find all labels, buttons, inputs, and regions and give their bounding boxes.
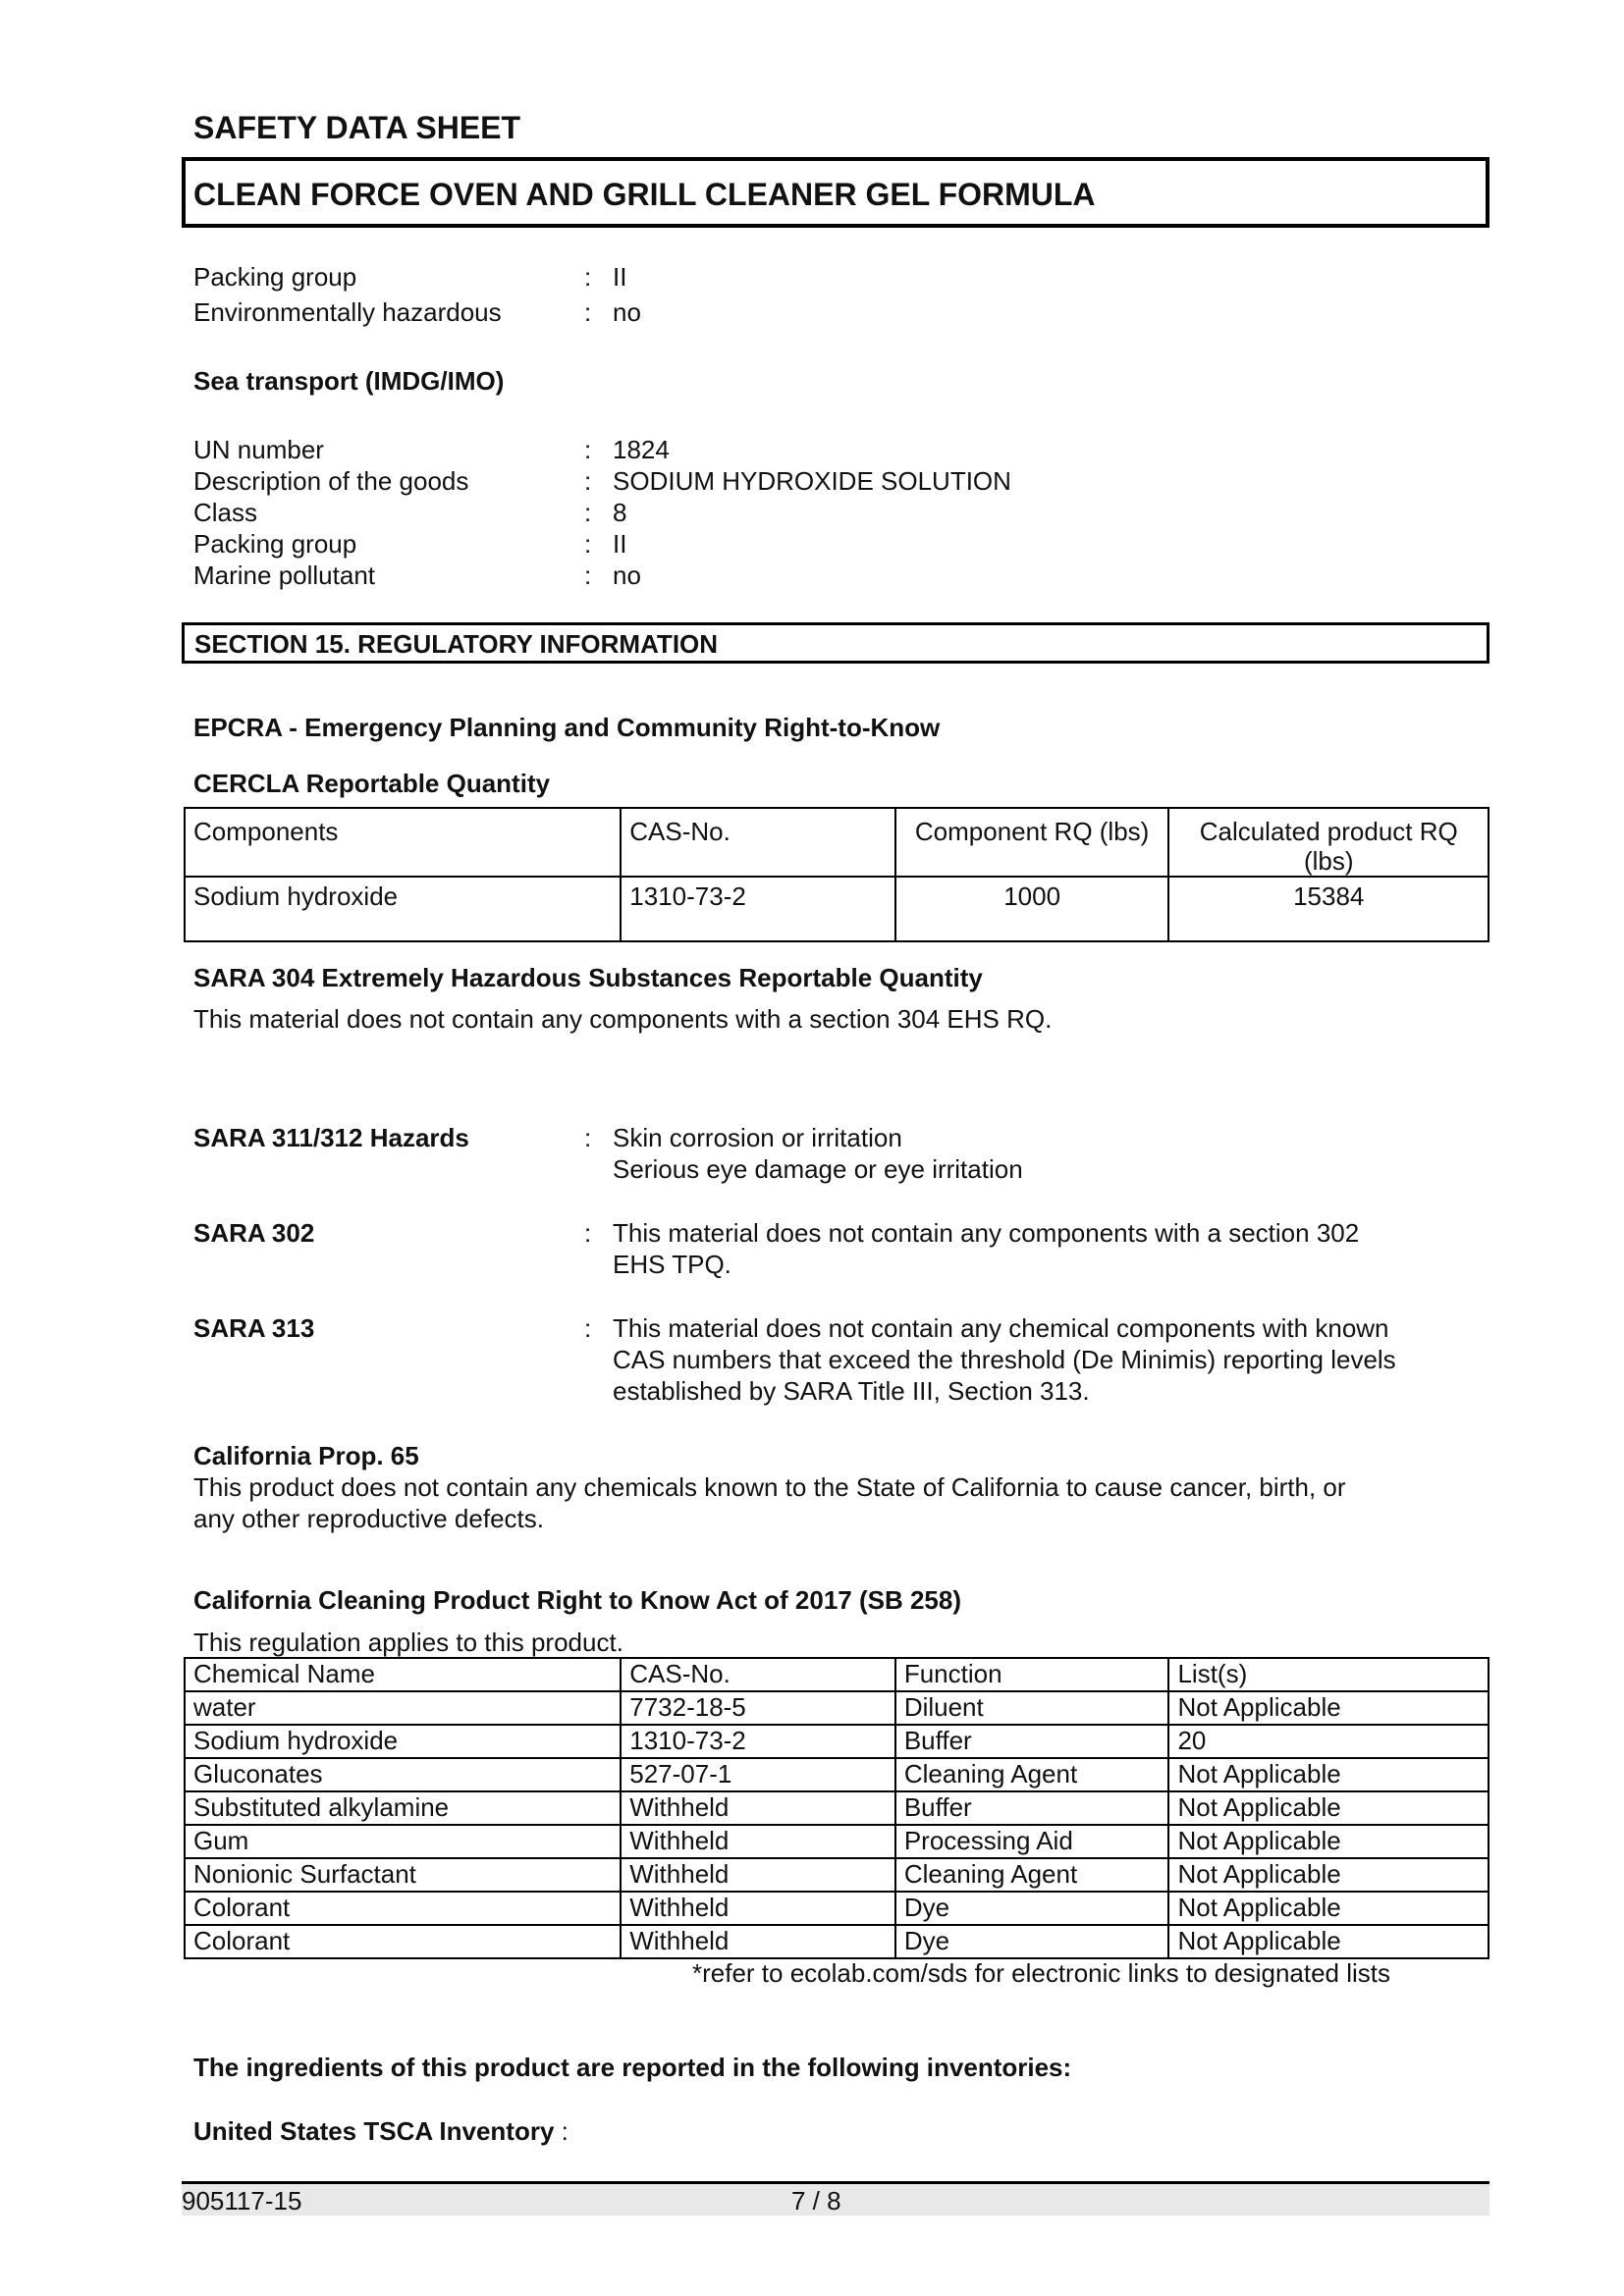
sara313-line: This material does not contain any chemical components with known: [613, 1313, 1389, 1343]
prop65-line: any other reproductive defects.: [193, 1504, 544, 1533]
table-cell: water: [185, 1691, 621, 1725]
table-row: [185, 1825, 1489, 1858]
tsca-row: [193, 2115, 568, 2147]
kv-colon: :: [584, 561, 592, 590]
kv-value: II: [613, 262, 627, 292]
table-row: [185, 1758, 1489, 1791]
kv-label: Description of the goods: [193, 466, 469, 496]
table-cell: 1310-73-2: [621, 877, 895, 941]
table-cell: Substituted alkylamine: [185, 1791, 621, 1825]
footer-page: 7 / 8: [791, 2186, 841, 2216]
kv-label: Packing group: [193, 262, 357, 292]
kv-value: II: [613, 529, 627, 559]
table-row: [185, 1691, 1489, 1725]
epcra-heading: EPCRA - Emergency Planning and Community Right-to-Know: [193, 713, 941, 742]
table-header-cell: Calculated product RQ (lbs): [1168, 808, 1489, 877]
table-cell: Withheld: [621, 1925, 895, 1958]
table-row: [185, 1791, 1489, 1825]
table-cell: Diluent: [895, 1691, 1169, 1725]
sara313-line: established by SARA Title III, Section 313.: [613, 1376, 1090, 1406]
table-row: [185, 1725, 1489, 1758]
table-cell: Gum: [185, 1825, 621, 1858]
table-cell: 20: [1168, 1725, 1489, 1758]
table-row: [185, 877, 1489, 941]
table-cell: Sodium hydroxide: [185, 1725, 621, 1758]
sb258-intro: This regulation applies to this product.: [193, 1628, 623, 1657]
table-cell: Not Applicable: [1168, 1758, 1489, 1791]
table-cell: Processing Aid: [895, 1825, 1169, 1858]
kv-colon: :: [584, 262, 592, 292]
table-cell: 1310-73-2: [621, 1725, 895, 1758]
table-header-cell: Function: [895, 1658, 1169, 1691]
kv-label: Class: [193, 498, 258, 527]
table-row: [185, 1892, 1489, 1925]
sb258-note: *refer to ecolab.com/sds for electronic links to designated lists: [692, 1958, 1391, 1988]
table-cell: Not Applicable: [1168, 1892, 1489, 1925]
kv-value: 8: [613, 498, 627, 527]
table-cell: Sodium hydroxide: [185, 877, 621, 941]
table-cell: Withheld: [621, 1858, 895, 1892]
kv-colon: :: [584, 1123, 592, 1152]
sara311-line: Serious eye damage or eye irritation: [613, 1154, 1023, 1184]
table-cell: Dye: [895, 1925, 1169, 1958]
table-header-cell: List(s): [1168, 1658, 1489, 1691]
sara313-line: CAS numbers that exceed the threshold (De Minimis) reporting levels: [613, 1345, 1396, 1374]
kv-label: Packing group: [193, 529, 357, 559]
kv-colon: :: [584, 1313, 592, 1343]
sb258-heading: California Cleaning Product Right to Know Act of 2017 (SB 258): [193, 1585, 962, 1615]
table-cell: Colorant: [185, 1925, 621, 1958]
sara313-label: SARA 313: [193, 1313, 315, 1343]
table-cell: Cleaning Agent: [895, 1858, 1169, 1892]
kv-value: no: [613, 561, 641, 590]
product-name-box: [182, 157, 1489, 228]
table-header-cell: CAS-No.: [621, 808, 895, 877]
table-cell: 1000: [895, 877, 1169, 941]
sara311-label: SARA 311/312 Hazards: [193, 1123, 469, 1152]
kv-label: Environmentally hazardous: [193, 297, 502, 327]
kv-value: no: [613, 297, 641, 327]
sb258-table: [184, 1657, 1489, 1959]
sea-transport-heading: Sea transport (IMDG/IMO): [193, 366, 505, 396]
kv-colon: :: [584, 498, 592, 527]
table-row: [185, 1858, 1489, 1892]
sara304-heading: SARA 304 Extremely Hazardous Substances Reportable Quantity: [193, 963, 983, 992]
kv-colon: :: [584, 1218, 592, 1248]
kv-label: UN number: [193, 435, 324, 464]
table-cell: 7732-18-5: [621, 1691, 895, 1725]
table-header-cell: Chemical Name: [185, 1658, 621, 1691]
table-cell: Not Applicable: [1168, 1925, 1489, 1958]
kv-value: SODIUM HYDROXIDE SOLUTION: [613, 466, 1011, 496]
sara302-line: EHS TPQ.: [613, 1250, 731, 1279]
table-cell: Colorant: [185, 1892, 621, 1925]
table-cell: 527-07-1: [621, 1758, 895, 1791]
product-name: CLEAN FORCE OVEN AND GRILL CLEANER GEL FORMULA: [193, 177, 1096, 212]
table-cell: Nonionic Surfactant: [185, 1858, 621, 1892]
table-cell: Cleaning Agent: [895, 1758, 1169, 1791]
table-cell: 15384: [1168, 877, 1489, 941]
table-row: [185, 1925, 1489, 1958]
table-cell: Not Applicable: [1168, 1825, 1489, 1858]
table-header-row: [185, 1658, 1489, 1691]
inventories-heading: The ingredients of this product are reported in the following inventories:: [193, 2053, 1072, 2082]
table-cell: Dye: [895, 1892, 1169, 1925]
table-cell: Withheld: [621, 1892, 895, 1925]
kv-label: Marine pollutant: [193, 561, 375, 590]
tsca-value: :: [561, 2116, 568, 2146]
prop65-heading: California Prop. 65: [193, 1441, 419, 1470]
table-cell: Buffer: [895, 1791, 1169, 1825]
sara302-line: This material does not contain any components with a section 302: [613, 1218, 1360, 1248]
kv-colon: :: [584, 466, 592, 496]
doc-title: SAFETY DATA SHEET: [193, 110, 521, 145]
kv-colon: :: [584, 435, 592, 464]
prop65-line: This product does not contain any chemicals known to the State of California to cause cancer, birth, or: [193, 1472, 1346, 1502]
table-header-cell: Components: [185, 808, 621, 877]
kv-colon: :: [584, 529, 592, 559]
cercla-table: [184, 807, 1489, 942]
footer-doc-number: 905117-15: [182, 2186, 302, 2216]
sara311-line: Skin corrosion or irritation: [613, 1123, 902, 1152]
table-header-cell: Component RQ (lbs): [895, 808, 1169, 877]
table-header-cell: CAS-No.: [621, 1658, 895, 1691]
table-cell: Not Applicable: [1168, 1858, 1489, 1892]
table-cell: Withheld: [621, 1825, 895, 1858]
table-cell: Buffer: [895, 1725, 1169, 1758]
table-header-row: [185, 808, 1489, 877]
sara304-text: This material does not contain any components with a section 304 EHS RQ.: [193, 1004, 1053, 1034]
section15-heading: SECTION 15. REGULATORY INFORMATION: [194, 629, 719, 659]
kv-value: 1824: [613, 435, 670, 464]
table-cell: Not Applicable: [1168, 1691, 1489, 1725]
kv-colon: :: [584, 297, 592, 327]
table-cell: Gluconates: [185, 1758, 621, 1791]
sara302-label: SARA 302: [193, 1218, 315, 1248]
section15-heading-box: [182, 622, 1489, 664]
tsca-label: United States TSCA Inventory: [193, 2116, 555, 2146]
table-cell: Not Applicable: [1168, 1791, 1489, 1825]
table-cell: Withheld: [621, 1791, 895, 1825]
cercla-heading: CERCLA Reportable Quantity: [193, 769, 551, 798]
